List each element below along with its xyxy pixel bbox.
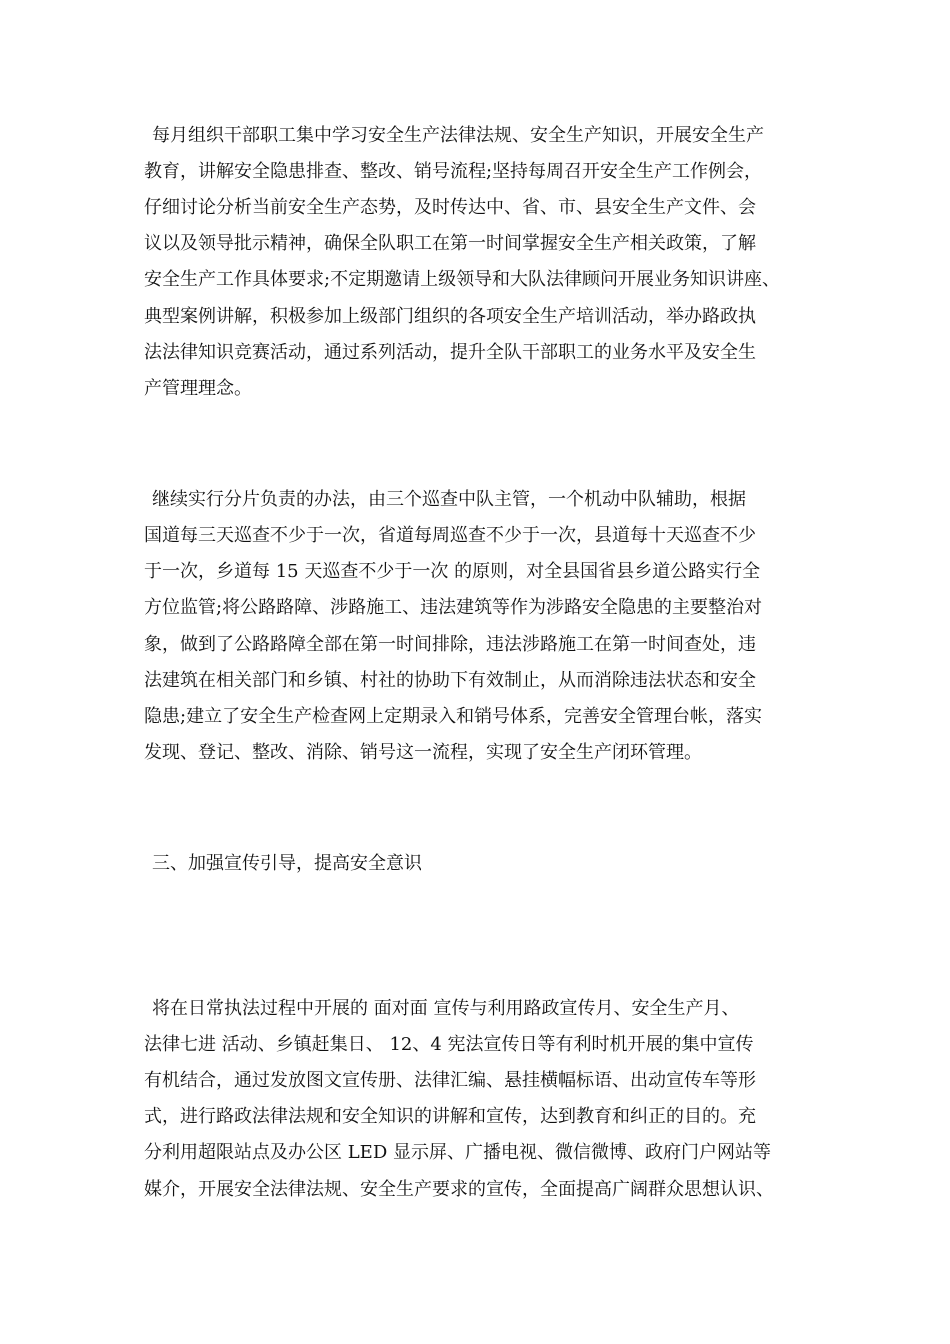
paragraph-2-line-7: 隐患;建立了安全生产检查网上定期录入和销号体系，完善安全管理台帐，落实 <box>144 706 763 727</box>
paragraph-2-line-5: 象，做到了公路路障全部在第一时间排除，违法涉路施工在第一时间查处，违 <box>144 634 756 655</box>
paragraph-2-line-3: 于一次，乡道每 15 天巡查不少于一次 的原则，对全县国省县乡道公路实行全 <box>144 561 761 582</box>
paragraph-3-line-1: 将在日常执法过程中开展的 面对面 宣传与利用路政宣传月、安全生产月、 <box>152 998 740 1019</box>
paragraph-2-line-8: 发现、登记、整改、消除、销号这一流程，实现了安全生产闭环管理。 <box>144 742 702 763</box>
paragraph-3-line-6: 媒介，开展安全法律法规、安全生产要求的宣传，全面提高广阔群众思想认识、 <box>144 1179 774 1200</box>
paragraph-3-line-3: 有机结合，通过发放图文宣传册、法律汇编、悬挂横幅标语、出动宣传车等形 <box>144 1070 756 1091</box>
paragraph-1-line-4: 议以及领导批示精神，确保全队职工在第一时间掌握安全生产相关政策，了解 <box>144 233 756 254</box>
section-heading-3: 三、加强宣传引导，提高安全意识 <box>152 853 422 874</box>
paragraph-2-line-6: 法建筑在相关部门和乡镇、村社的协助下有效制止，从而消除违法状态和安全 <box>144 670 756 691</box>
paragraph-2-line-4: 方位监管;将公路路障、涉路施工、违法建筑等作为涉路安全隐患的主要整治对 <box>144 597 763 618</box>
paragraph-1-line-1: 每月组织干部职工集中学习安全生产法律法规、安全生产知识，开展安全生产 <box>152 125 764 146</box>
paragraph-3-line-4: 式，进行路政法律法规和安全知识的讲解和宣传，达到教育和纠正的目的。充 <box>144 1106 756 1127</box>
paragraph-3-line-5: 分利用超限站点及办公区 LED 显示屏、广播电视、微信微博、政府门户网站等 <box>144 1142 771 1163</box>
paragraph-1-line-2: 教育，讲解安全隐患排查、整改、销号流程;坚持每周召开安全生产工作例会， <box>144 161 763 182</box>
paragraph-3-line-2: 法律七进 活动、乡镇赶集日、 12、4 宪法宣传日等有利时机开展的集中宣传 <box>144 1034 754 1055</box>
paragraph-1-line-7: 法法律知识竞赛活动，通过系列活动，提升全队干部职工的业务水平及安全生 <box>144 342 756 363</box>
paragraph-2-line-1: 继续实行分片负责的办法，由三个巡查中队主管，一个机动中队辅助，根据 <box>152 489 746 510</box>
paragraph-1-line-5: 安全生产工作具体要求;不定期邀请上级领导和大队法律顾问开展业务知识讲座、 <box>144 269 781 290</box>
paragraph-1-line-6: 典型案例讲解，积极参加上级部门组织的各项安全生产培训活动，举办路政执 <box>144 306 756 327</box>
paragraph-2-line-2: 国道每三天巡查不少于一次，省道每周巡查不少于一次，县道每十天巡查不少 <box>144 525 756 546</box>
paragraph-1-line-8: 产管理理念。 <box>144 378 252 399</box>
paragraph-1-line-3: 仔细讨论分析当前安全生产态势，及时传达中、省、市、县安全生产文件、会 <box>144 197 756 218</box>
